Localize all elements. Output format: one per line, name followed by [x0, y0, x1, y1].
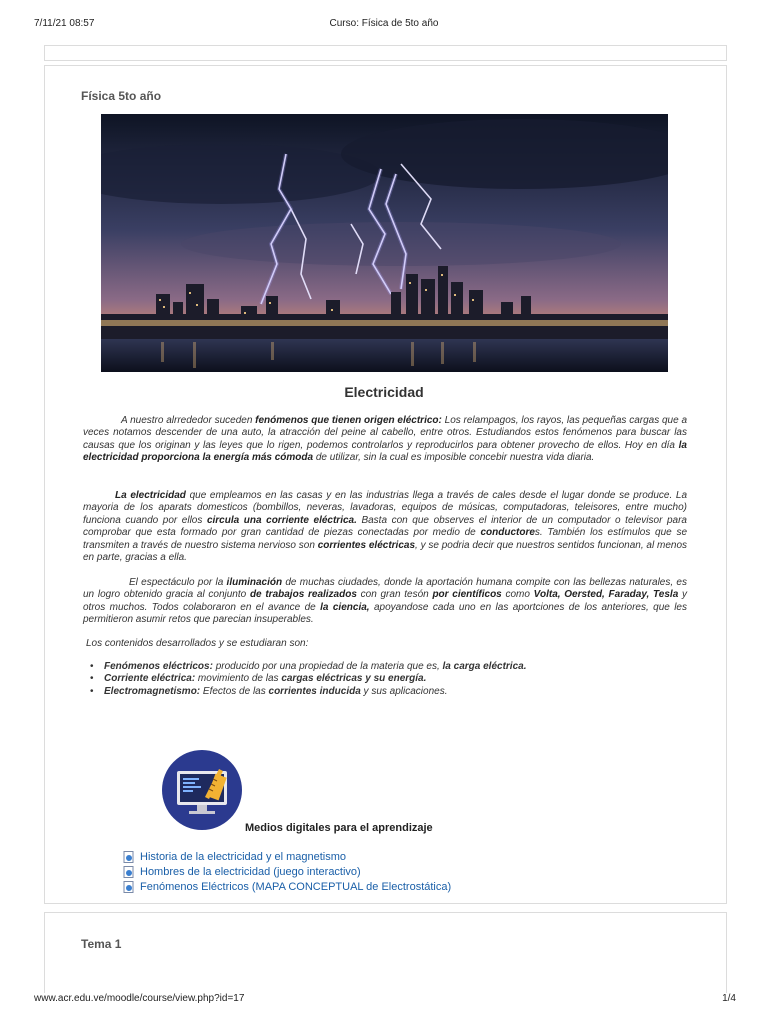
link-hombres-electricidad[interactable]: Hombres de la electricidad (juego interactivo) — [140, 865, 361, 878]
list-item[interactable] — [123, 879, 451, 894]
paragraph-1 — [83, 415, 687, 465]
text-run: s. También los estímulos que se transmiten a través de nuestro sistema nervioso son — [83, 527, 688, 551]
text-run: como — [501, 589, 534, 601]
paragraph-3 — [83, 577, 687, 627]
text-run: Efectos de las — [200, 685, 269, 697]
text-run: y sus aplicaciones. — [360, 685, 448, 697]
text-run: Basta con que observes el interior de un computador o televisor para comprobar que esta formado por gran cantidad de piezas conectadas por medio de — [83, 514, 687, 539]
text-run: Los relampagos, los rayos, las pequeñas cargas que a veces notamos descender de una auto, la atracción del peine al cabello, entre otros. Estudiandos estos fenómenos para buscar las causas que los originan y las leyes que lo rigen, podemos controlarlos y reproducirlos para obtener provecho de ellos. Hoy en día — [83, 415, 688, 451]
emphasis-text: fenómenos que tienen origen eléctrico: — [255, 415, 442, 426]
emphasis-text: la electricidad proporciona la energía más cómoda — [83, 439, 687, 464]
emphasis-text: por científicos — [432, 589, 502, 601]
text-run: El espectáculo por la — [129, 577, 227, 588]
resource-links — [123, 849, 451, 894]
emphasis-text: corrientes inducida — [268, 685, 361, 697]
emphasis-text: conductore — [480, 527, 535, 539]
web-page-icon — [123, 866, 135, 878]
digital-media-icon — [161, 749, 243, 831]
emphasis-text: Fenómenos eléctricos: — [104, 661, 213, 672]
emphasis-text: iluminación — [226, 577, 283, 588]
emphasis-text: cargas eléctricas y su energía. — [281, 673, 427, 685]
content-heading: Electricidad — [344, 384, 424, 400]
emphasis-text: Electromagnetismo: — [104, 685, 201, 697]
web-page-icon — [123, 881, 135, 893]
text-run: de utilizar, sin la cual es imposible concebir nuestra vida diaria. — [313, 452, 595, 464]
list-item[interactable] — [123, 849, 451, 864]
print-title: Curso: Física de 5to año — [329, 18, 439, 29]
list-item[interactable] — [123, 864, 451, 879]
text-run: producido por una propiedad de la materia que es, — [212, 661, 443, 672]
topics-list — [88, 661, 688, 698]
text-run: que empleamos en las casas y en las industrias llega a través de cales desde el lugar donde se produce. La mayoria de los aparats domesticos (bombillos, neveras, lavadoras, equipos de músicas, computadoras, teleisores, entre mucho) funciona cuando por ellos — [83, 490, 688, 526]
print-url: www.acr.edu.ve/moodle/course/view.php?id=17 — [34, 993, 245, 1004]
text-run: movimiento de las — [195, 673, 282, 685]
emphasis-text: La electricidad — [115, 490, 186, 501]
print-page-number: 1/4 — [722, 993, 736, 1004]
link-fenomenos-electricos[interactable]: Fenómenos Eléctricos (MAPA CONCEPTUAL de Electrostática) — [140, 880, 452, 893]
list-item — [88, 661, 688, 673]
list-item — [88, 686, 688, 698]
text-run: y otros muchos. Todos colaboraron en el avance de — [83, 589, 687, 613]
emphasis-text: corrientes eléctricas — [317, 539, 416, 551]
paragraph-2 — [83, 490, 687, 564]
emphasis-text: la ciencia, — [320, 601, 370, 613]
link-historia-electricidad[interactable]: Historia de la electricidad y el magnetismo — [140, 850, 347, 863]
emphasis-text: de trabajos realizados — [249, 589, 357, 601]
digital-media-title: Medios digitales para el aprendizaje — [245, 822, 433, 834]
emphasis-text: circula una corriente eléctrica. — [206, 514, 357, 526]
text-run: de muchas ciudades, donde la aportación humana compite con las bellezas naturales, es un logro obtenido gracia al conjunto — [83, 577, 687, 601]
text-run: , y se podria decir que nuestros sentidos funcionan, al menos en parte, gracias a ella. — [83, 539, 688, 564]
text-run: A nuestro alrrededor suceden — [121, 415, 256, 426]
emphasis-text: Corriente eléctrica: — [104, 673, 196, 685]
section-title: Física 5to año — [81, 89, 162, 103]
paragraph-contents-intro: Los contenidos desarrollados y se estudiaran son: — [86, 638, 309, 649]
emphasis-text: la carga eléctrica. — [442, 661, 527, 672]
list-item — [88, 673, 688, 685]
emphasis-text: Volta, Oersted, Faraday, Tesla — [533, 589, 679, 601]
tema-section-box — [44, 912, 727, 993]
print-datetime: 7/11/21 08:57 — [34, 18, 95, 29]
course-top-box — [44, 45, 727, 61]
lightning-city-image — [101, 114, 668, 372]
tema-title: Tema 1 — [81, 937, 122, 951]
web-page-icon — [123, 851, 135, 863]
text-run: con gran tesón — [356, 589, 433, 601]
text-run: apoyandose cada uno en las aportciones de los anteriores, que les permitieron asumir retos que parecian insuperables. — [83, 601, 687, 626]
